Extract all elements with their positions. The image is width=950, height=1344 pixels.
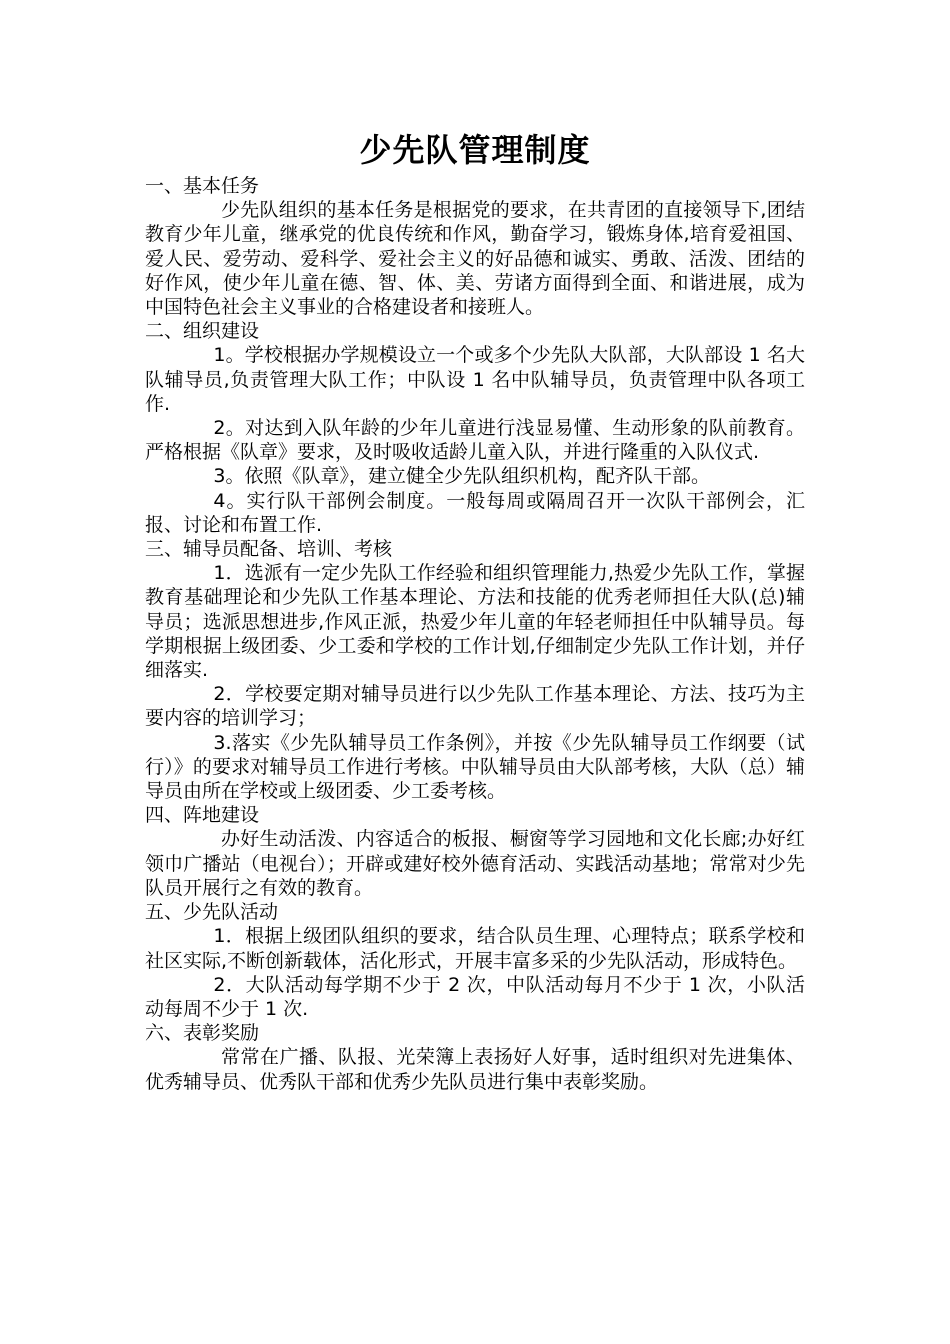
section-organization bbox=[145, 319, 805, 537]
section-paragraph: 3。依照《队章》，建立健全少先队组织机构，配齐队干部。 bbox=[213, 465, 710, 488]
section-basic-tasks bbox=[145, 174, 805, 319]
section-paragraph: 办好生动活泼、内容适合的板报、橱窗等学习园地和文化长廊;办好红领巾广播站（电视台）；开辟或建好校外德育活动、实践活动基地；常常对少先队员开展行之有效的教育。 bbox=[145, 828, 805, 899]
section-heading: 四、阵地建设 bbox=[145, 804, 260, 827]
section-heading: 二、组织建设 bbox=[145, 320, 260, 343]
section-heading: 三、辅导员配备、培训、考核 bbox=[145, 538, 393, 561]
section-paragraph: 2．学校要定期对辅导员进行以少先队工作基本理论、方法、技巧为主要内容的培训学习； bbox=[145, 683, 805, 730]
section-paragraph: 少先队组织的基本任务是根据党的要求，在共青团的直接领导下,团结教育少年儿童，继承党的优良传统和作风，勤奋学习，锻炼身体,培育爱祖国、爱人民、爱劳动、爱科学、爱社会主义的好品德和诚实、勇敢、活泼、团结的好作风，使少年儿童在德、智、体、美、劳诸方面得到全面、和谐进展，成为中国特色社会主义事业的合格建设者和接班人。 bbox=[145, 199, 805, 319]
section-paragraph: 1．选派有一定少先队工作经验和组织管理能力,热爱少先队工作，掌握教育基础理论和少先队工作基本理论、方法和技能的优秀老师担任大队(总)辅导员；选派思想进步,作风正派，热爱少年儿童的年轻老师担任中队辅导员。每学期根据上级团委、少工委和学校的工作计划,仔细制定少先队工作计划，并仔细落实. bbox=[145, 562, 805, 682]
document-page bbox=[145, 126, 805, 1094]
section-heading: 五、少先队活动 bbox=[145, 901, 279, 924]
section-paragraph: 2．大队活动每学期不少于 2 次，中队活动每月不少于 1 次，小队活动每周不少于 1 次. bbox=[145, 973, 805, 1020]
section-paragraph: 1．根据上级团队组织的要求，结合队员生理、心理特点；联系学校和社区实际,不断创新载体，活化形式，开展丰富多采的少先队活动，形成特色。 bbox=[145, 925, 805, 972]
section-heading: 一、基本任务 bbox=[145, 175, 260, 197]
section-paragraph: 1。学校根据办学规模设立一个或多个少先队大队部，大队部设 1 名大队辅导员,负责管理大队工作；中队设 1 名中队辅导员，负责管理中队各项工作. bbox=[145, 344, 805, 415]
section-facilities bbox=[145, 803, 805, 900]
section-activities bbox=[145, 900, 805, 1021]
section-paragraph: 常常在广播、队报、光荣簿上表扬好人好事，适时组织对先进集体、优秀辅导员、优秀队干部和优秀少先队员进行集中表彰奖励。 bbox=[145, 1046, 805, 1093]
section-paragraph: 4。实行队干部例会制度。一般每周或隔周召开一次队干部例会，汇报、讨论和布置工作. bbox=[145, 489, 805, 536]
section-counselors bbox=[145, 537, 805, 803]
section-heading: 六、表彰奖励 bbox=[145, 1022, 260, 1045]
document-title: 少先队管理制度 bbox=[359, 131, 591, 169]
section-paragraph: 3.落实《少先队辅导员工作条例》，并按《少先队辅导员工作纲要（试行）》的要求对辅导员工作进行考核。中队辅导员由大队部考核，大队（总）辅导员由所在学校或上级团委、少工委考核。 bbox=[145, 731, 805, 803]
section-paragraph: 2。对达到入队年龄的少年儿童进行浅显易懂、生动形象的队前教育。严格根据《队章》要求，及时吸收适龄儿童入队，并进行隆重的入队仪式. bbox=[145, 417, 805, 464]
section-awards bbox=[145, 1021, 805, 1094]
